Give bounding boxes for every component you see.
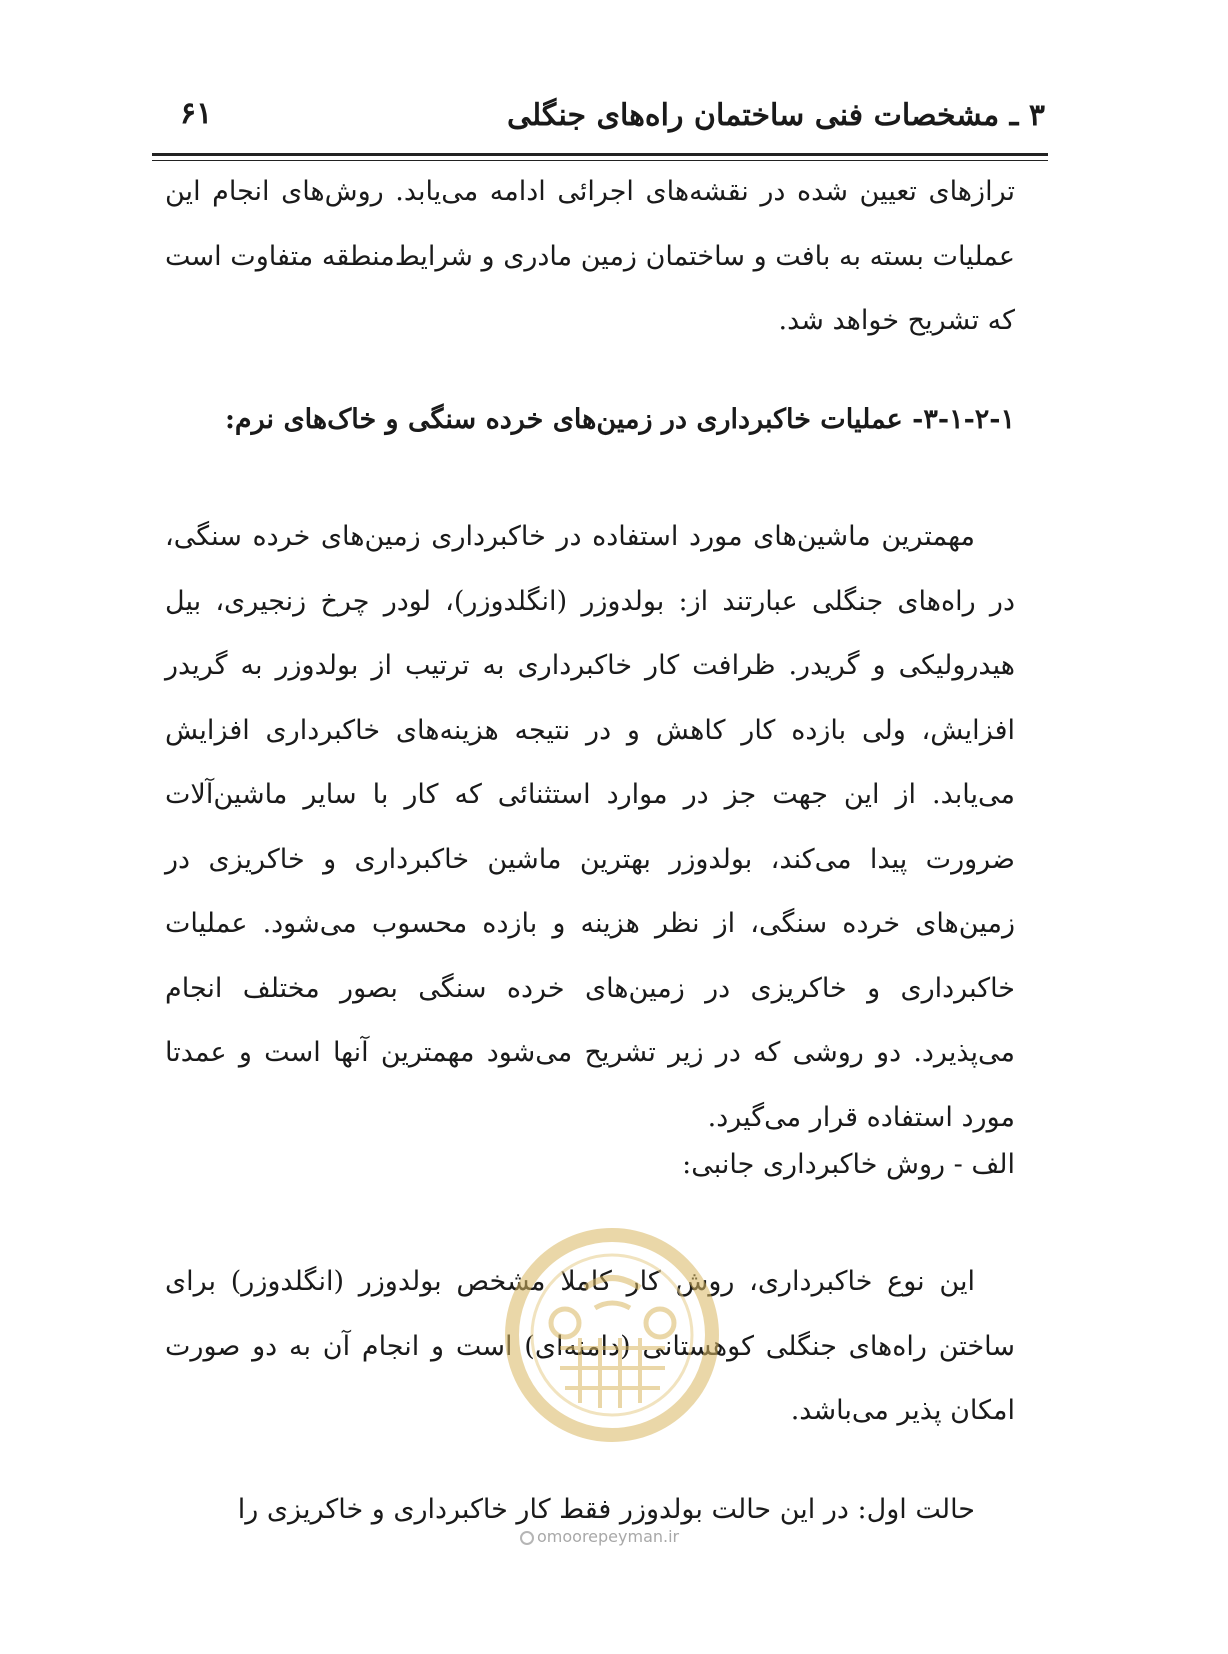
header-rule-thick: [152, 153, 1048, 156]
subheading-a: الف - روش خاکبرداری جانبی:: [682, 1149, 1015, 1180]
paragraph-state-one: حالت اول: در این حالت بولدوزر فقط کار خاکبرداری و خاکریزی را: [237, 1494, 975, 1525]
page-number: ۶۱: [180, 96, 213, 131]
main-paragraph: مهمترین ماشین‌های مورد استفاده در خاکبرداری زمین‌های خرده سنگی، در راه‌های جنگلی عبارتند از: بولدوزر (انگلدوزر)، لودر چرخ زنجیری، بیل هیدرولیکی و گریدر. ظرافت کار خاکبرداری به ترتیب از بولدوزر به گریدر افزایش، ولی بازده کار کاهش و در نتیجه هزینه‌های خاکبرداری افزایش می‌یابد. از این جهت جز در موارد استثنائی که کار با سایر ماشین‌آلات ضرورت پیدا می‌کند، بولدوزر بهترین ماشین خاکبرداری و خاکریزی در زمین‌های خرده سنگی، از نظر هزینه و بازده محسوب می‌شود. عملیات خاکبرداری و خاکریزی در زمین‌های خرده سنگی بصور مختلف انجام می‌پذیرد. دو روشی که در زیر تشریح می‌شود مهمترین آنها است و عمدتا مورد استفاده قرار می‌گیرد.: [165, 521, 1015, 1133]
section-heading: ۳-۱-۲-۱- عملیات خاکبرداری در زمین‌های خرده سنگی و خاک‌های نرم:: [224, 404, 1015, 435]
intro-paragraph: ترازهای تعیین شده در نقشه‌های اجرائی ادامه می‌یابد. روش‌های انجام این عملیات بسته به بافت و ساختمان زمین مادری و شرایط‌منطقه متفاوت است که تشریح خواهد شد.: [165, 176, 1015, 336]
watermark-url-text: omoorepeyman.ir: [537, 1527, 680, 1546]
chapter-title: ۳ ـ مشخصات فنی ساختمان راه‌های جنگلی: [506, 98, 1045, 133]
watermark-url: [520, 1527, 679, 1546]
watermark-logo: [505, 1228, 720, 1443]
at-icon: [520, 1531, 534, 1545]
running-header: [155, 92, 1045, 142]
paragraph-method-a: این نوع خاکبرداری، روش کار کاملا مشخص بولدوزر (انگلدوزر) برای ساختن راه‌های جنگلی کوهستانی (دامنه‌ای) است و انجام آن به دو صورت امکان پذیر می‌باشد.: [165, 1266, 1015, 1426]
